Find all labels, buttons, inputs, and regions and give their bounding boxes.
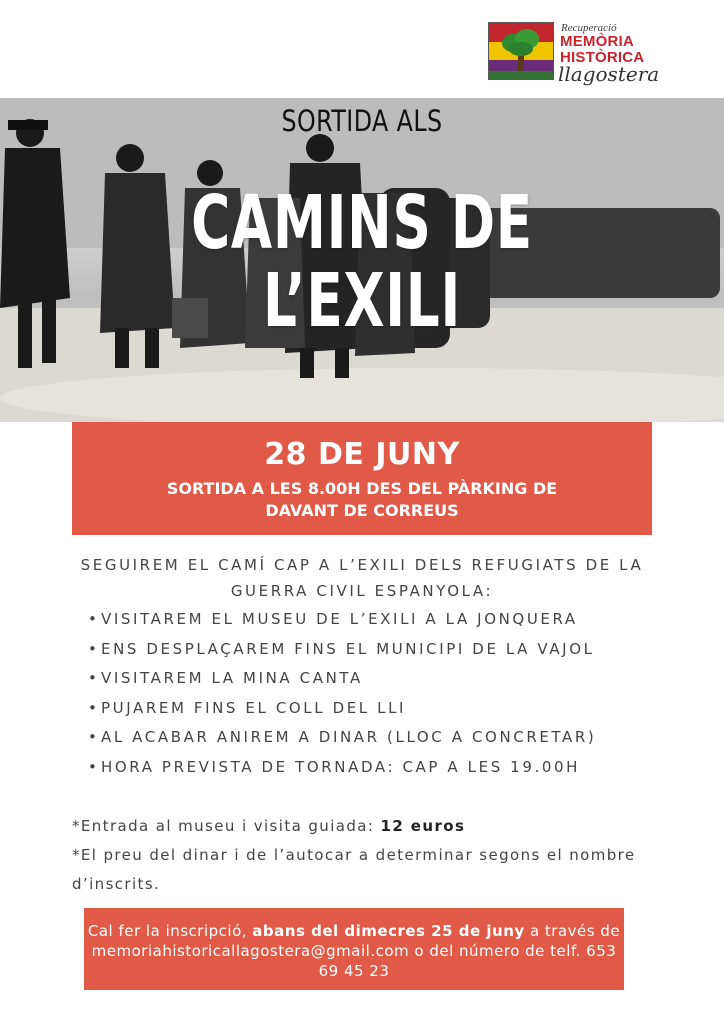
logo-line2: HISTÒRICA: [560, 49, 645, 66]
logo-line1: MEMÒRIA: [560, 33, 634, 50]
list-item: • HORA PREVISTA DE TORNADA: CAP A LES 19.00H: [88, 753, 596, 783]
bullet-icon: •: [88, 757, 100, 776]
logo-small-text: Recuperació: [561, 22, 617, 34]
departure-info: SORTIDA A LES 8.00H DES DEL PÀRKING DE DAVANT DE CORREUS: [166, 479, 558, 520]
tree-icon: [489, 23, 554, 80]
list-item: • AL ACABAR ANIREM A DINAR (LLOC A CONCRETAR): [88, 723, 596, 753]
price-notes: [72, 812, 662, 899]
republican-flag-icon: [488, 22, 554, 80]
list-item: • VISITAREM EL MUSEU DE L’EXILI A LA JONQUERA: [88, 605, 596, 635]
bullet-icon: •: [88, 610, 100, 628]
organization-logo: [488, 22, 658, 102]
event-title-line1: CAMINS DE: [191, 180, 533, 266]
signup-banner: Cal fer la inscripció, abans del dimecres 25 de juny a través de memoriahistoricallagostera@gmail.com o del número de telf. 653 69 45 23: [84, 908, 624, 990]
price-note: *Entrada al museu i visita guiada: 12 euros: [72, 817, 466, 835]
bullet-icon: •: [88, 669, 100, 687]
event-subtitle: SORTIDA ALS: [281, 104, 443, 138]
price-value: 12 euros: [380, 817, 466, 835]
list-item: • ENS DESPLAÇAREM FINS EL MUNICIPI DE LA VAJOL: [88, 635, 596, 665]
intro-text: SEGUIREM EL CAMÍ CAP A L’EXILI DELS REFUGIATS DE LA GUERRA CIVIL ESPANYOLA:: [80, 556, 644, 600]
signup-contact: a través de memoriahistoricallagostera@gmail.com o del número de telf. 653 69 45 23: [91, 922, 621, 980]
list-item: • PUJAREM FINS EL COLL DEL LLI: [88, 694, 596, 724]
lunch-note: *El preu del dinar i de l’autocar a determinar segons el nombre d’inscrits.: [72, 846, 636, 893]
logo-script-text: llagostera: [558, 62, 660, 86]
event-date: 28 DE JUNY: [264, 437, 460, 472]
signup-deadline: abans del dimecres 25 de juny: [252, 922, 525, 940]
list-item: • VISITAREM LA MINA CANTA: [88, 664, 596, 694]
activity-list: [88, 605, 596, 782]
bullet-icon: •: [88, 698, 100, 717]
event-title-line2: L’EXILI: [262, 258, 462, 344]
bullet-icon: •: [88, 639, 100, 658]
bullet-icon: •: [88, 728, 100, 746]
date-banner: [72, 422, 652, 535]
